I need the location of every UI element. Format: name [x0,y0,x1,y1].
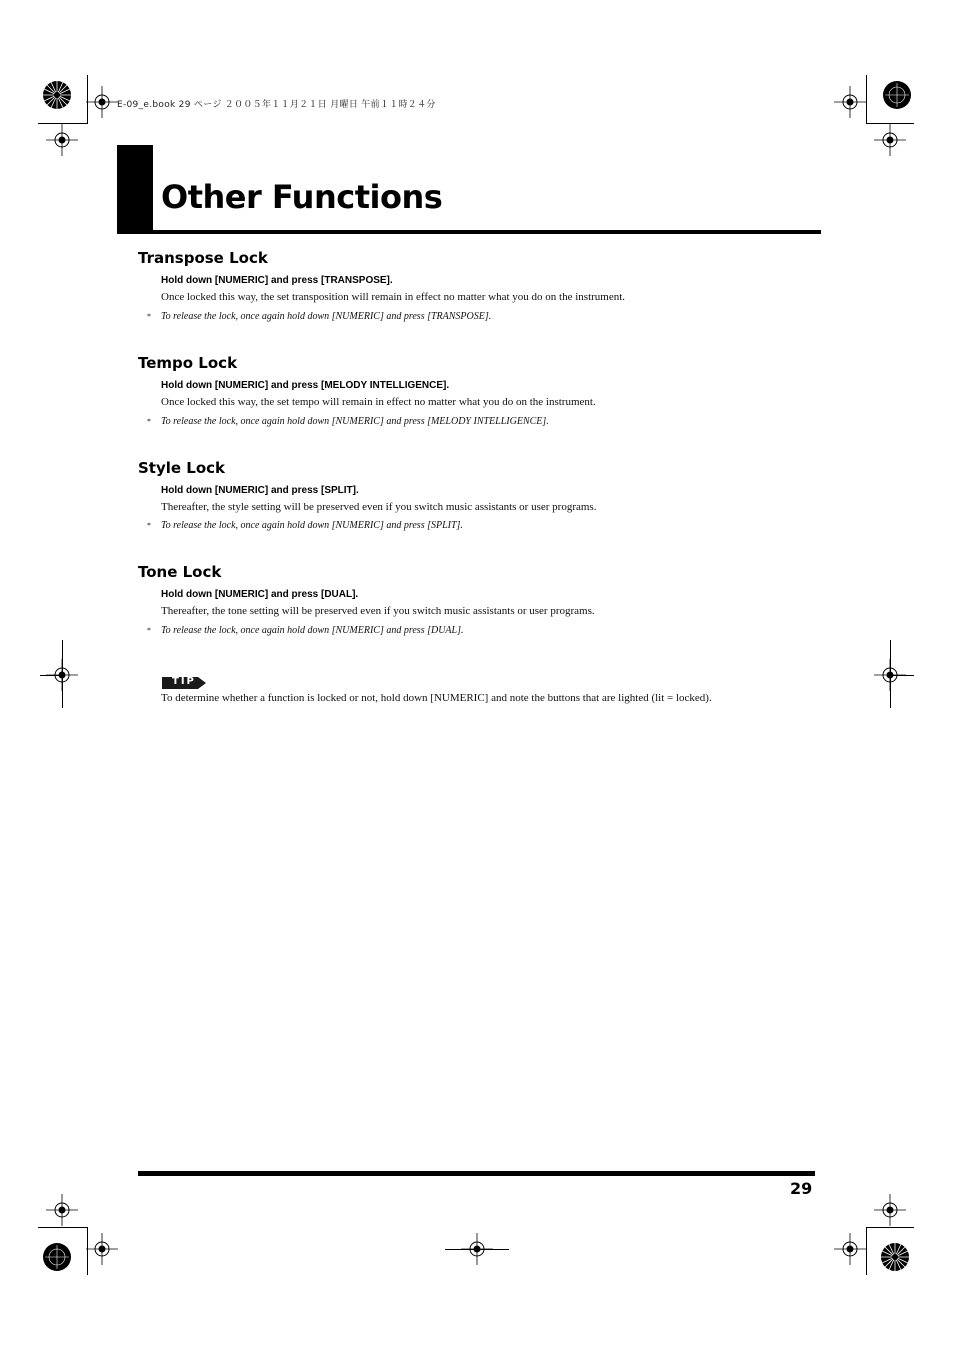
section-title-style-lock: Style Lock [138,459,226,477]
section-title-tempo-lock: Tempo Lock [138,354,238,372]
crop-line [38,123,88,124]
tip-text: To determine whether a function is locked or not, hold down [NUMERIC] and note the buttons that are lighted (lit = locked). [161,692,712,704]
crop-line [866,1227,867,1275]
page-title: Other Functions [161,178,443,216]
note-transpose-lock: To release the lock, once again hold down [NUMERIC] and press [TRANSPOSE]. [161,311,492,322]
body-style-lock: Thereafter, the style setting will be preserved even if you switch music assistants or user programs. [161,501,597,513]
registration-mark-icon [46,124,78,156]
color-target-icon [40,1240,74,1274]
registration-mark-icon [874,124,906,156]
body-transpose-lock: Once locked this way, the set transposition will remain in effect no matter what you do on the instrument. [161,291,626,303]
file-info-line: E-09_e.book 29 ページ ２００５年１１月２１日 月曜日 午前１１時２４分 [117,100,436,110]
crop-line [62,640,63,708]
color-target-icon [878,1240,912,1274]
instruction-transpose-lock: Hold down [NUMERIC] and press [TRANSPOSE]. [161,275,393,286]
note-tone-lock: To release the lock, once again hold down [NUMERIC] and press [DUAL]. [161,625,464,636]
instruction-style-lock: Hold down [NUMERIC] and press [SPLIT]. [161,485,359,496]
note-tempo-lock: To release the lock, once again hold down [NUMERIC] and press [MELODY INTELLIGENCE]. [161,416,549,427]
registration-mark-icon [834,1233,866,1265]
registration-mark-icon [46,1194,78,1226]
section-title-tone-lock: Tone Lock [138,563,222,581]
body-tone-lock: Thereafter, the tone setting will be preserved even if you switch music assistants or user programs. [161,605,595,617]
note-marker: * [147,312,151,321]
body-tempo-lock: Once locked this way, the set tempo will remain in effect no matter what you do on the instrument. [161,396,596,408]
crop-line [866,123,914,124]
page-number: 29 [790,1179,813,1198]
crop-line [866,1227,914,1228]
crop-line [87,1227,88,1275]
section-title-transpose-lock: Transpose Lock [138,249,268,267]
title-rule [117,230,821,234]
tip-label: TIP [172,676,196,687]
registration-mark-icon [874,1194,906,1226]
chapter-marker-block [117,145,153,233]
registration-mark-icon [86,1233,118,1265]
instruction-tone-lock: Hold down [NUMERIC] and press [DUAL]. [161,589,359,600]
registration-mark-icon [86,86,118,118]
registration-mark-icon [834,86,866,118]
crop-line [890,675,914,676]
footer-rule [138,1171,815,1176]
crop-line [40,675,64,676]
note-style-lock: To release the lock, once again hold down [NUMERIC] and press [SPLIT]. [161,520,463,531]
crop-line [866,75,867,123]
instruction-tempo-lock: Hold down [NUMERIC] and press [MELODY INTELLIGENCE]. [161,380,450,391]
note-marker: * [147,521,151,530]
crop-line [87,75,88,123]
crop-line [38,1227,88,1228]
note-marker: * [147,626,151,635]
crop-line [890,640,891,708]
color-target-icon [880,78,914,112]
crop-line [445,1249,509,1250]
color-target-icon [40,78,74,112]
tip-badge [161,675,207,691]
note-marker: * [147,417,151,426]
